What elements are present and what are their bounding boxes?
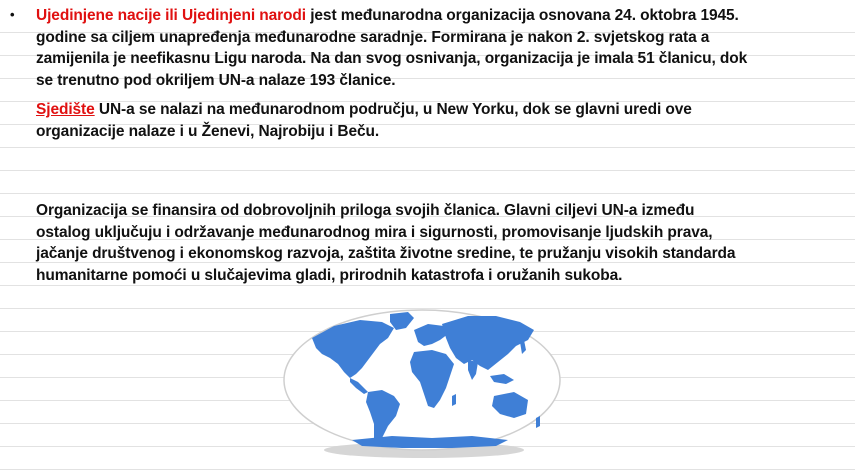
bullet-marker: • (10, 7, 15, 22)
paragraph-headquarters-text: UN-a se nalazi na međunarodnom području, u New Yorku, dok se glavni uredi ove organizacije nalaze i u Ženevi, Najrobiju i Beču. (36, 101, 692, 140)
new-zealand-shape (536, 416, 540, 428)
paragraph-financing-goals-text: Organizacija se finansira od dobrovoljnih priloga svojih članica. Glavni ciljevi UN-a između ostalog uključuju i održavanje međunarodnog mira i sigurnosti, promovisanje ljudskih prava, jačanje društvenog i ekonomskog razvoja, zaštita životne sredine, te pružanju visokih standarda humanitarne pomoći u slučajevima gladi, prirodnih katastrofa i oružanih sukoba. (36, 202, 736, 284)
world-map-image (282, 304, 562, 462)
paragraph-headquarters (36, 99, 751, 142)
paragraph-un-intro-text: jest međunarodna organizacija osnovana 24. oktobra 1945. godine sa ciljem unapređenja međunarodne saradnje. Formirana je nakon 2. svjetskog rata a zamijenila je neefikasnu Ligu naroda. Na dan svog osnivanja, organizacija je imala 51 članicu, dok se trenutno pod okriljem UN-a nalaze 193 članice. (36, 7, 748, 89)
world-map-graphic (282, 304, 562, 462)
madagascar-shape (452, 394, 456, 406)
un-name-highlight: Ujedinjene nacije ili Ujedinjeni narodi (36, 7, 306, 24)
paragraph-financing-goals (36, 200, 751, 286)
paragraph-un-intro (36, 5, 751, 91)
headquarters-link[interactable]: Sjedište (36, 101, 95, 118)
